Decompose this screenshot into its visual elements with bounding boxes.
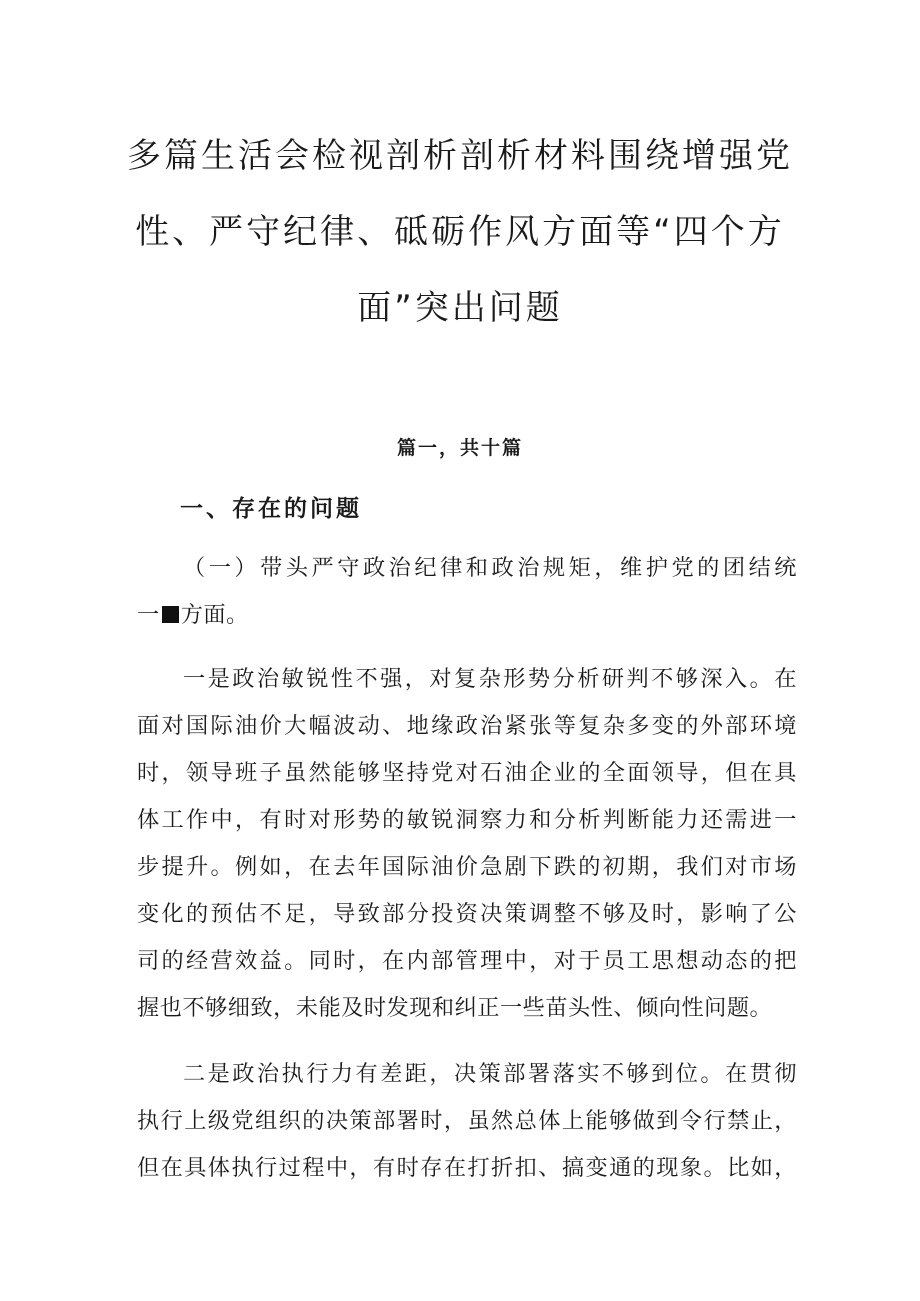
title-line-1: 多篇生活会检视剖析剖析材料围绕增强党 (127, 136, 793, 176)
paragraph-2-line: 面对国际油价大幅波动、地缘政治紧张等复杂多变的外部环境 (137, 713, 797, 739)
paragraph-2-line: 一是政治敏锐性不强，对复杂形势分析研判不够深入。在 (183, 666, 797, 692)
paragraph-1 (137, 545, 797, 639)
paragraph-2-line: 握也不够细致，未能及时发现和纠正一些苗头性、倾向性问题。 (137, 995, 773, 1021)
paragraph-3-line: 二是政治执行力有差距，决策部署落实不够到位。在贯彻 (183, 1061, 797, 1087)
paragraph-2 (137, 656, 797, 1032)
paragraph-2-line: 步提升。例如，在去年国际油价急剧下跌的初期，我们对市场 (137, 854, 797, 880)
title-line-3: 面”突出问题 (357, 288, 563, 328)
paragraph-2-line: 司的经营效益。同时，在内部管理中，对于员工思想动态的把 (137, 948, 797, 974)
document-title (120, 118, 800, 346)
paragraph-1-line-2-start: 一 (137, 602, 160, 628)
paragraph-2-line: 变化的预估不足，导致部分投资决策调整不够及时，影响了公 (137, 901, 797, 927)
paragraph-3-line: 执行上级党组织的决策部署时，虽然总体上能够做到令行禁止， (137, 1108, 797, 1134)
title-line-2: 性、严守纪律、砥砺作风方面等“四个方 (135, 212, 785, 252)
paragraph-3-line: 但在具体执行过程中，有时存在打折扣、搞变通的现象。比如， (137, 1155, 797, 1181)
paragraph-1-line-2 (137, 592, 797, 639)
paragraph-2-line: 体工作中，有时对形势的敏锐洞察力和分析判断能力还需进一 (137, 807, 797, 833)
paragraph-1-line-1: （一）带头严守政治纪律和政治规矩，维护党的团结统 (183, 555, 797, 581)
paragraph-3 (137, 1051, 797, 1192)
black-square-glyph (162, 606, 179, 623)
paragraph-1-line-2-end: 方面。 (180, 602, 249, 628)
document-subtitle: 篇一，共十篇 (396, 437, 523, 459)
paragraph-2-line: 时，领导班子虽然能够坚持党对石油企业的全面领导，但在具 (137, 760, 797, 786)
section-heading: 一、存在的问题 (180, 495, 362, 522)
